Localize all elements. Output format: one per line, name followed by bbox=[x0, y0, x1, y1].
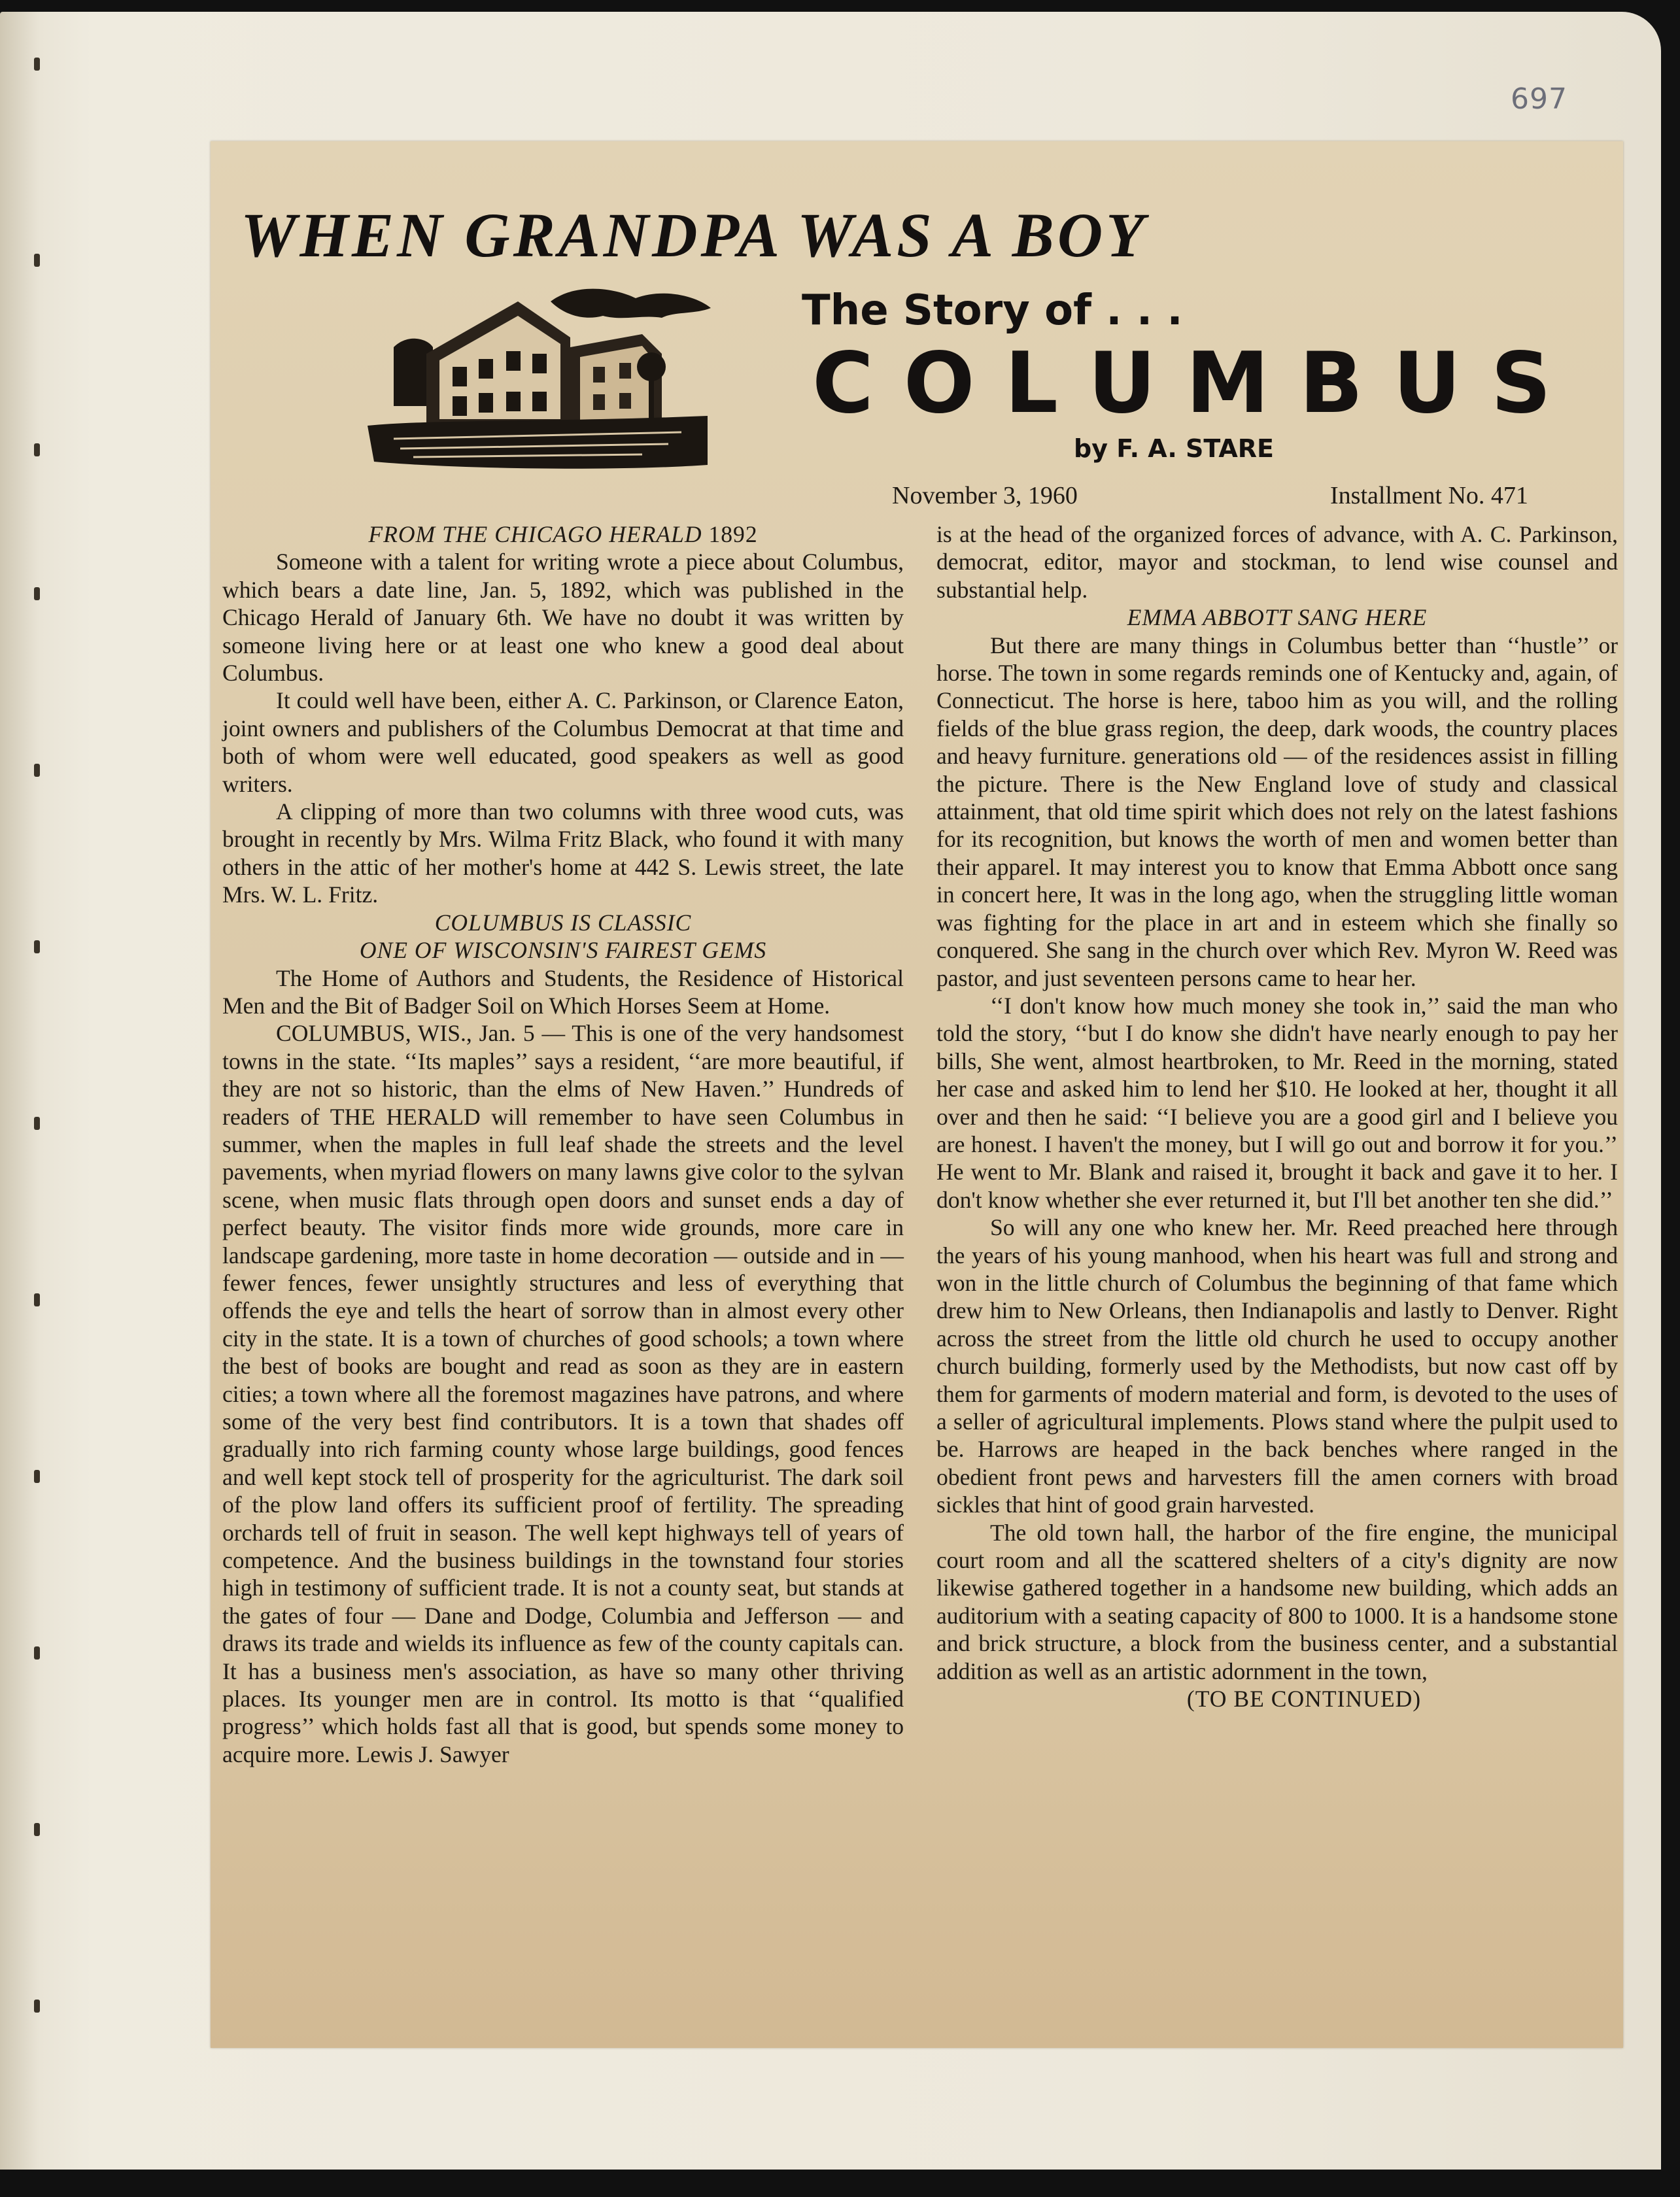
article-column-left bbox=[222, 520, 904, 1768]
title-letter: S bbox=[1490, 335, 1551, 432]
binding-hole bbox=[34, 1470, 40, 1483]
title-letter: L bbox=[1004, 335, 1058, 432]
binding-hole bbox=[34, 1293, 40, 1306]
binding-hole bbox=[34, 58, 40, 71]
binding-hole bbox=[34, 2000, 40, 2013]
story-of-label: The Story of . . . bbox=[802, 286, 1183, 335]
article-paragraph: So will any one who knew her. Mr. Reed preached here through the years of his young manhood, when his heart was full and strong and won in the little church of Columbus the beginning of that fame which drew him to New Orleans, then Indianapolis and lastly to Denver. Right across the street from the little old church he used to occupy another church building, formerly used by the Methodists, but now cast off by them for garments of modern material and form, is devoted to the uses of a seller of agricultural implements. Plows stand where the pulpit used to be. Harrows are heaped in the back benches where ranged in the obedient front pews and harvesters fill the amen corners with broad sickles that hint of good grain harvested. bbox=[936, 1214, 1618, 1518]
article-paragraph: Someone with a talent for writing wrote a piece about Columbus, which bears a date line, Jan. 5, 1892, which was published in the Chicago Herald of January 6th. We have no doubt it was written by someone living here or at least one who knew a good deal about Columbus. bbox=[222, 549, 904, 687]
binding-edge bbox=[34, 12, 47, 2170]
article-paragraph: The Home of Authors and Students, the Residence of Historical Men and the Bit of Badger Soil on Which Horses Seem at Home. bbox=[222, 964, 904, 1019]
binding-hole bbox=[34, 254, 40, 267]
installment-number: Installment No. 471 bbox=[1330, 482, 1528, 509]
section-heading: EMMA ABBOTT SANG HERE bbox=[1127, 604, 1428, 631]
article-paragraph: A clipping of more than two columns with three wood cuts, was brought in recently by Mrs. Wilma Fritz Black, who found it with many others in the attic of her mother's home at 442 S. Lewis street, the late Mrs. W. L. Fritz. bbox=[222, 798, 904, 908]
newspaper-clipping bbox=[211, 141, 1623, 2048]
article-paragraph: But there are many things in Columbus better than ‘‘hustle’’ or horse. The town in some regards reminds one of Kentucky and, again, of Connecticut. The horse is here, taboo him as you will, and the rolling fields of the blue grass region, the deep, dark woods, the country places and heavy furniture. generations old — of the residences assist in filling the picture. There is the New England love of study and classical attainment, that old time spirit which does not rely on the latest fashions for its recognition, but knows the worth of men and women better than their apparel. It may interest you to know that Emma Abbott once sang in concert here, It was in the long ago, when the struggling little woman was fighting for the place in art and in esteem which she finally so conquered. She sang in the church over which Rev. Myron W. Reed was pastor, and just seventeen persons came to hear her. bbox=[936, 632, 1618, 991]
section-heading bbox=[222, 520, 904, 548]
section-heading-text: FROM THE CHICAGO HERALD bbox=[368, 521, 702, 547]
article-column-right bbox=[936, 520, 1618, 1712]
columbus-title bbox=[812, 335, 1551, 432]
binding-hole bbox=[34, 1646, 40, 1660]
to-be-continued: (TO BE CONTINUED) bbox=[1186, 1686, 1422, 1712]
title-letter: C bbox=[812, 335, 874, 432]
title-letter: M bbox=[1186, 335, 1269, 432]
binding-hole bbox=[34, 940, 40, 953]
scrapbook-page bbox=[0, 12, 1661, 2170]
headline: WHEN GRANDPA WAS A BOY bbox=[241, 200, 1148, 270]
article-paragraph: COLUMBUS, WIS., Jan. 5 — This is one of the very handsomest towns in the state. ‘‘Its maples’’ says a resident, ‘‘are more beautiful, if they are not so historic, than the elms of New Haven.’’ Hundreds of readers of THE HERALD will remember to have seen Columbus in summer, when the maples in full leaf shade the streets and the level pavements, when myriad flowers on many lawns give color to the sylvan scene, when music flats through open doors and sunset ends a day of perfect beauty. The visitor finds more wide grounds, more care in landscape gardening, more taste in home decoration — outside and in — fewer fences, fewer unsightly structures and less of everything that offends the eye and tells the heart of sorrow than in almost every other city in the state. It is a town of churches of good schools; a town where the best of books are bought and read as soon as they are in eastern cities; a town where all the foremost magazines have patrons, and where some of the very best find contributors. It is a town that shades off gradually into rich farming county whose large buildings, good fences and well kept stock tell of prosperity for the agriculturist. The dark soil of the plow land offers its sufficient proof of fertility. The spreading orchards tell of fruit in season. The well kept highways tell of years of competence. And the business buildings in the townstand four stories high in testimony of sufficient trade. It is not a county seat, but stands at the gates of four — Dane and Dodge, Columbia and Jefferson — and draws its trade and wields its influence as few of the county capitals can. It has a business men's association, as have so many other thriving places. Its younger men are in control. Its motto is that ‘‘qualified progress’’ which holds fast all that is good, but spends some money to acquire more. Lewis J. Sawyer bbox=[222, 1020, 904, 1767]
article-paragraph: is at the head of the organized forces of advance, with A. C. Parkinson, democrat, editor, mayor and stockman, to lend wise counsel and substantial help. bbox=[936, 521, 1618, 603]
binding-hole bbox=[34, 443, 40, 456]
title-letter: O bbox=[903, 335, 975, 432]
old-building-woodcut-icon bbox=[354, 275, 721, 471]
title-letter: B bbox=[1299, 335, 1363, 432]
section-heading-year: 1892 bbox=[708, 521, 758, 547]
page-number: 697 bbox=[1511, 82, 1568, 116]
section-heading: COLUMBUS IS CLASSIC bbox=[434, 909, 692, 936]
byline: by F. A. STARE bbox=[1074, 434, 1274, 463]
article-paragraph: It could well have been, either A. C. Parkinson, or Clarence Eaton, joint owners and publishers of the Columbus Democrat at that time and both of whom were well educated, good speakers as well as good writers. bbox=[222, 687, 904, 797]
binding-hole bbox=[34, 587, 40, 600]
title-letter: U bbox=[1393, 335, 1461, 432]
publication-date: November 3, 1960 bbox=[892, 482, 1078, 509]
article-paragraph: The old town hall, the harbor of the fire engine, the municipal court room and all the scattered shelters of a city's dignity are now likewise gathered together in a handsome new building, which adds an auditorium with a seating capacity of 800 to 1000. It is a handsome stone and brick structure, a block from the business center, and a substantial addition as well as an artistic adornment in the town, bbox=[936, 1519, 1618, 1684]
binding-hole bbox=[34, 764, 40, 777]
binding-hole bbox=[34, 1823, 40, 1836]
article-paragraph: ‘‘I don't know how much money she took in,’’ said the man who told the story, ‘‘but I do know she didn't have nearly enough to pay her bills, She went, almost heartbroken, to Mr. Reed in the morning, stated her case and asked him to lend her $10. He looked at her, thought it all over and then he said: ‘‘I believe you are a good girl and I believe you are honest. I haven't the money, but I will go out and borrow it for you.’’ He went to Mr. Blank and raised it, brought it back and gave it to her. I don't know whether she ever returned it, but I'll bet another ten she did.’’ bbox=[936, 992, 1618, 1213]
binding-hole bbox=[34, 1117, 40, 1130]
section-heading: ONE OF WISCONSIN'S FAIREST GEMS bbox=[359, 937, 767, 964]
title-letter: U bbox=[1088, 335, 1156, 432]
